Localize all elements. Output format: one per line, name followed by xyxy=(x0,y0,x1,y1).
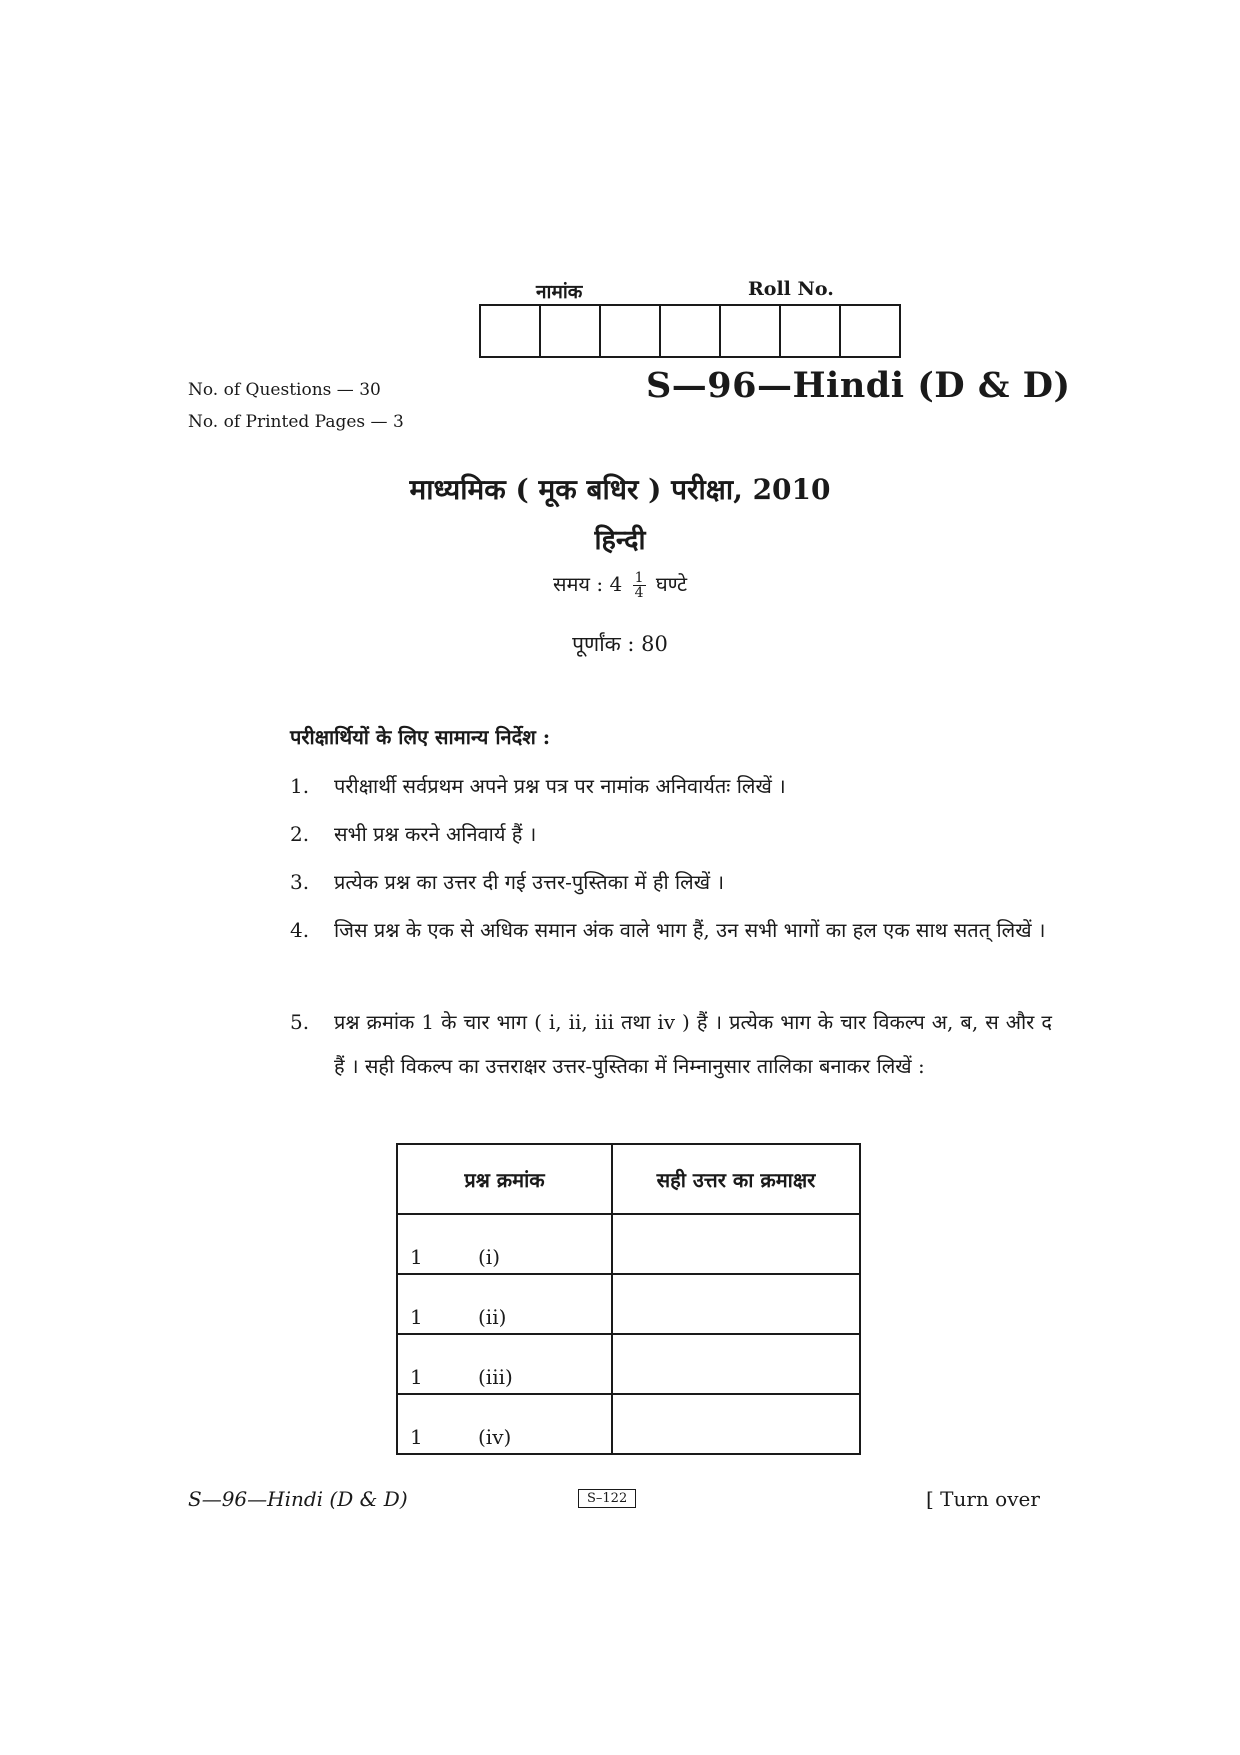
roll-box xyxy=(721,306,781,356)
fraction-numerator: 1 xyxy=(634,570,644,586)
answer-cell xyxy=(612,1394,860,1454)
footer-turn-over: [ Turn over xyxy=(926,1487,1040,1511)
number-of-questions: No. of Questions — 30 xyxy=(188,380,381,400)
exam-title: माध्यमिक ( मूक बधिर ) परीक्षा, 2010 xyxy=(409,473,831,506)
footer-paper-code: S—96—Hindi (D & D) xyxy=(188,1487,408,1511)
duration-suffix: घण्टे xyxy=(655,572,688,596)
instruction-text: सभी प्रश्न करने अनिवार्य हैं । xyxy=(334,822,537,846)
table-row xyxy=(397,1274,860,1334)
question-cell xyxy=(397,1334,612,1394)
question-part: (i) xyxy=(478,1245,501,1269)
question-number: 1 xyxy=(410,1365,423,1389)
question-cell xyxy=(397,1214,612,1274)
instruction-number: 4. xyxy=(290,918,310,942)
footer-page-code: S–122 xyxy=(578,1489,636,1508)
question-part: (iii) xyxy=(478,1365,513,1389)
instruction-text: जिस प्रश्न के एक से अधिक समान अंक वाले भाग हैं, उन सभी भागों का हल एक साथ सतत् लिखें । xyxy=(334,918,1046,942)
table-header-question: प्रश्न क्रमांक xyxy=(397,1144,612,1214)
question-part: (iv) xyxy=(478,1425,512,1449)
instruction-item xyxy=(290,764,1052,808)
number-of-pages: No. of Printed Pages — 3 xyxy=(188,412,404,432)
exam-duration xyxy=(0,570,1240,600)
instruction-number: 2. xyxy=(290,822,310,846)
table-row xyxy=(397,1334,860,1394)
roll-box xyxy=(661,306,721,356)
instruction-number: 1. xyxy=(290,774,310,798)
roll-box xyxy=(601,306,661,356)
question-cell xyxy=(397,1274,612,1334)
instruction-text: परीक्षार्थी सर्वप्रथम अपने प्रश्न पत्र पर नामांक अनिवार्यतः लिखें । xyxy=(334,774,786,798)
instruction-item xyxy=(290,860,1052,904)
question-number: 1 xyxy=(410,1245,423,1269)
answer-cell xyxy=(612,1214,860,1274)
instruction-text: प्रत्येक प्रश्न का उत्तर दी गई उत्तर-पुस्तिका में ही लिखें । xyxy=(334,870,725,894)
instruction-text: प्रश्न क्रमांक 1 के चार भाग ( i, ii, iii तथा iv ) हैं । प्रत्येक भाग के चार विकल्प अ, ब, स और द हैं । सही विकल्प का उत्तराक्षर उत्तर-पुस्तिका में निम्नानुसार तालिका बनाकर लिखें : xyxy=(334,1010,1052,1078)
instruction-item xyxy=(290,812,1052,856)
duration-fraction xyxy=(633,571,646,600)
roll-box xyxy=(541,306,601,356)
roll-box xyxy=(481,306,541,356)
instruction-item xyxy=(290,908,1052,952)
table-row xyxy=(397,1394,860,1454)
roll-label-english: Roll No. xyxy=(748,278,834,300)
roll-box xyxy=(781,306,841,356)
instructions-heading: परीक्षार्थियों के लिए सामान्य निर्देश : xyxy=(290,725,551,749)
paper-code: S—96—Hindi (D & D) xyxy=(646,365,1071,406)
roll-label-hindi: नामांक xyxy=(536,281,583,303)
question-number: 1 xyxy=(410,1425,423,1449)
roll-box xyxy=(841,306,899,356)
instruction-number: 5. xyxy=(290,1010,310,1034)
table-header-answer: सही उत्तर का क्रमाक्षर xyxy=(612,1144,860,1214)
answer-cell xyxy=(612,1274,860,1334)
table-row xyxy=(397,1214,860,1274)
answer-cell xyxy=(612,1334,860,1394)
table-header-row xyxy=(397,1144,860,1214)
subject-title: हिन्दी xyxy=(594,525,646,556)
question-number: 1 xyxy=(410,1305,423,1329)
fraction-denominator: 4 xyxy=(634,585,644,601)
instruction-number: 3. xyxy=(290,870,310,894)
question-part: (ii) xyxy=(478,1305,507,1329)
duration-prefix: समय : 4 xyxy=(552,572,623,596)
instruction-item xyxy=(290,1000,1052,1088)
max-marks: पूर्णांक : 80 xyxy=(572,632,668,656)
roll-number-boxes xyxy=(479,304,901,358)
question-cell xyxy=(397,1394,612,1454)
answer-table xyxy=(396,1143,861,1455)
